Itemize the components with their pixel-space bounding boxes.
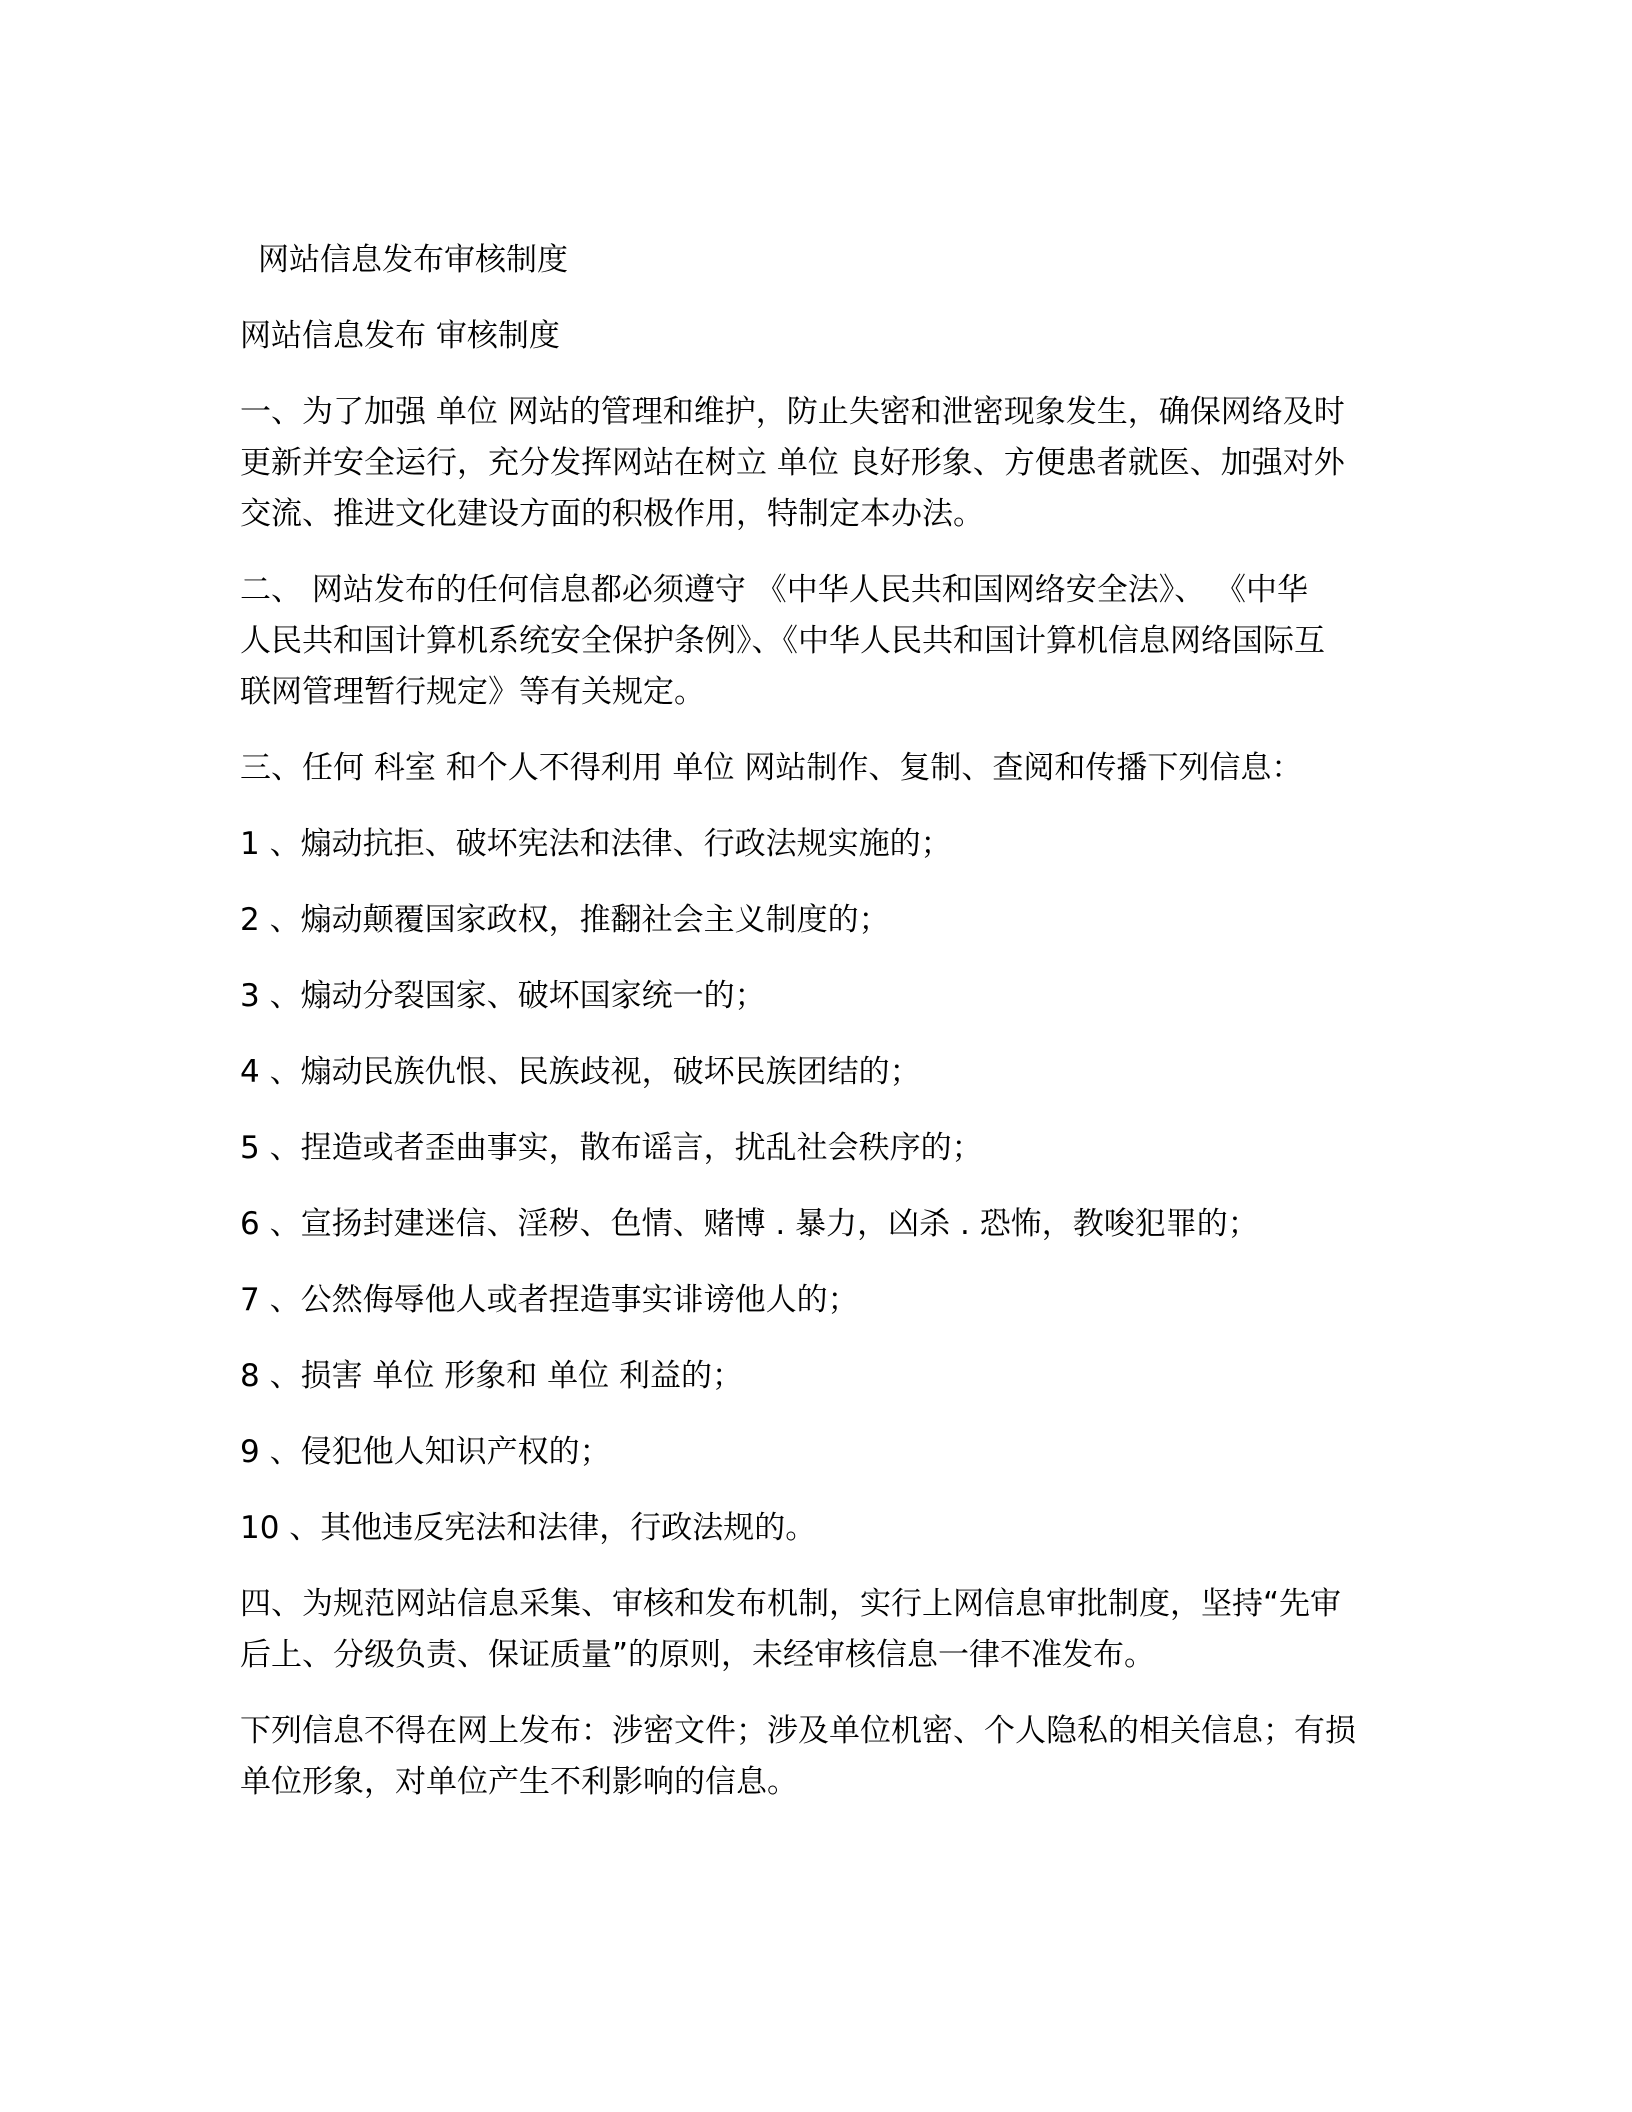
paragraph-line: 下列信息不得在网上发布：涉密文件；涉及单位机密、个人隐私的相关信息；有损 [240,1713,1356,1749]
paragraph-line: 三、任何 科室 和个人不得利用 单位 网站制作、复制、查阅和传播下列信息： [240,750,1303,786]
list-item: 5 、捏造或者歪曲事实，散布谣言，扰乱社会秩序的； [240,1130,983,1166]
paragraph-line: 交流、推进文化建设方面的积极作用，特制定本办法。 [240,496,984,532]
list-item: 3 、煽动分裂国家、破坏国家统一的； [240,978,766,1014]
list-item: 10 、其他违反宪法和法律，行政法规的。 [240,1510,817,1546]
paragraph-line: 单位形象，对单位产生不利影响的信息。 [240,1764,798,1800]
paragraph-line: 人民共和国计算机系统安全保护条例》、《中华人民共和国计算机信息网络国际互 [240,623,1325,659]
list-item: 6 、宣扬封建迷信、淫秽、色情、赌博 . 暴力，凶杀 . 恐怖，教唆犯罪的； [240,1206,1259,1242]
list-item: 2 、煽动颠覆国家政权，推翻社会主义制度的； [240,902,890,938]
paragraph-line: 四、为规范网站信息采集、审核和发布机制，实行上网信息审批制度，坚持“先审 [240,1586,1342,1622]
list-item: 1 、煽动抗拒、破坏宪法和法律、行政法规实施的； [240,826,952,862]
paragraph-line: 后上、分级负责、保证质量”的原则，未经审核信息一律不准发布。 [240,1637,1156,1673]
list-item: 4 、煽动民族仇恨、民族歧视，破坏民族团结的； [240,1054,921,1090]
paragraph-line: 联网管理暂行规定》等有关规定。 [240,674,705,710]
list-item: 7 、公然侮辱他人或者捏造事实诽谤他人的； [240,1282,859,1318]
paragraph-line: 一、为了加强 单位 网站的管理和维护，防止失密和泄密现象发生，确保网络及时 [240,394,1345,430]
document-subtitle: 网站信息发布 审核制度 [240,318,560,354]
list-item: 9 、侵犯他人知识产权的； [240,1434,611,1470]
paragraph-line: 二、 网站发布的任何信息都必须遵守 《中华人民共和国网络安全法》、 《中华 [240,572,1309,608]
list-item: 8 、损害 单位 形象和 单位 利益的； [240,1358,743,1394]
paragraph-line: 更新并安全运行，充分发挥网站在树立 单位 良好形象、方便患者就医、加强对外 [240,445,1345,481]
document-title: 网站信息发布审核制度 [258,242,568,278]
